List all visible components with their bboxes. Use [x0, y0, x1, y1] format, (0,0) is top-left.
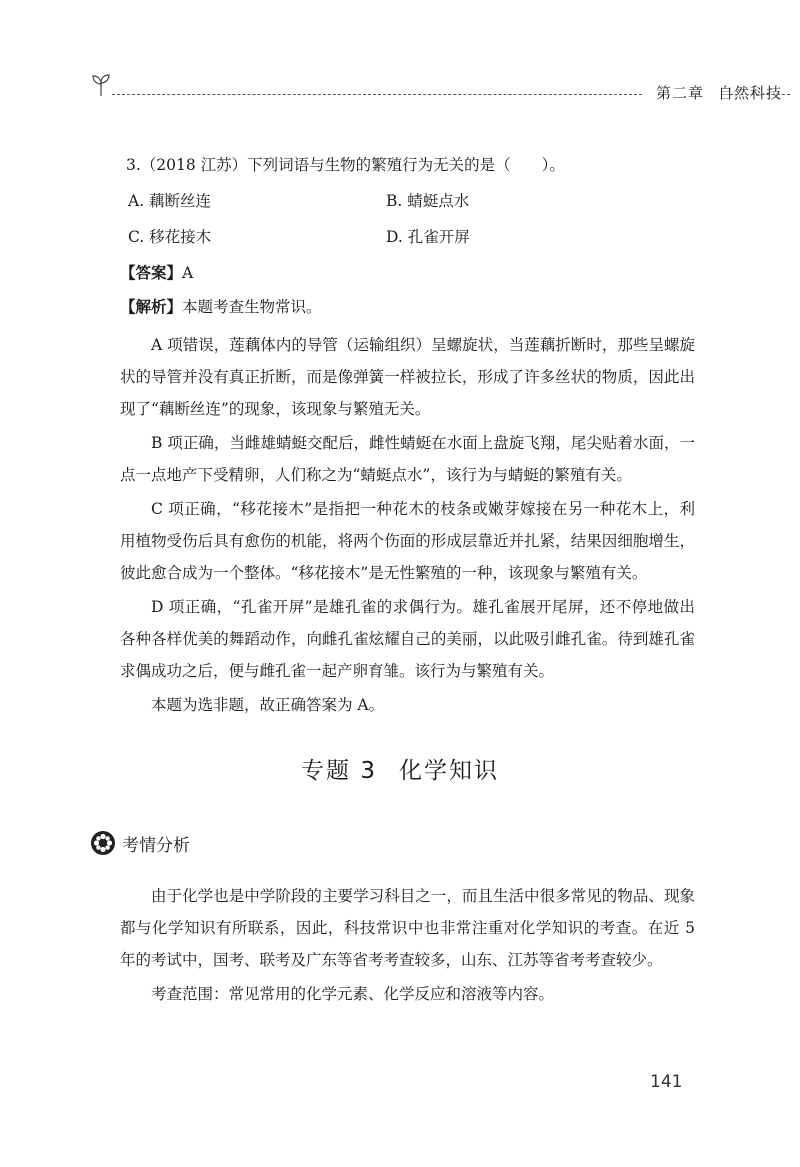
page-number: 141 — [650, 1072, 683, 1092]
analysis-paragraph-d: D 项正确，“孔雀开屏”是雄孔雀的求偶行为。雄孔雀展开尾屏，还不停地做出各种各样优美的舞蹈动作，向雌孔雀炫耀自己的美丽，以此吸引雌孔雀。待到雄孔雀求偶成功之后，便与雌孔雀一起产卵育雏。该行为与繁殖有关。 — [120, 598, 695, 680]
subsection-title: 考情分析 — [122, 835, 190, 856]
options-grid — [128, 189, 695, 247]
page-header — [90, 72, 790, 102]
analysis-conclusion: 本题为选非题，故正确答案为 A。 — [151, 696, 385, 714]
header-rule-right — [730, 94, 790, 95]
analysis-label: 【解析】 — [120, 297, 183, 316]
question-stem: 3.（2018 江苏）下列词语与生物的繁殖行为无关的是（ ）。 — [126, 156, 565, 174]
chapter-title: 自然科技 — [718, 84, 783, 102]
option-a: A. 藕断丝连 — [128, 192, 212, 210]
subsection-body — [120, 880, 695, 1012]
analysis-paragraph-c: C 项正确，“移花接木”是指把一种花木的枝条或嫩芽嫁接在另一种花木上，利用植物受伤后具有愈伤的机能，将两个伤面的形成层靠近并扎紧，结果因细胞增生，彼此愈合成为一个整体。“移花接木”是无性繁殖的一种，该现象与繁殖有关。 — [120, 500, 695, 582]
chapter-number: 第二章 — [656, 84, 705, 102]
sprout-icon — [90, 72, 112, 98]
answer-label: 【答案】 — [120, 263, 183, 282]
option-b: B. 蜻蜓点水 — [386, 192, 470, 210]
section-name: 化学知识 — [398, 758, 499, 784]
header-rule-left — [112, 94, 642, 95]
option-c: C. 移花接木 — [128, 228, 212, 246]
chapter-heading — [652, 82, 786, 103]
answer-value: A — [182, 264, 194, 282]
section-number: 专题 3 — [301, 758, 377, 784]
section-title — [0, 752, 800, 785]
flower-badge-icon — [90, 830, 116, 856]
question-block — [120, 153, 695, 723]
subsection-paragraph-1: 由于化学也是中学阶段的主要学习科目之一，而且生活中很多常见的物品、现象都与化学知识有所联系，因此，科技常识中也非常注重对化学知识的考查。在近 5 年的考试中，国考、联考及广东等省考考查较多，山东、江苏等省考考查较少。 — [120, 887, 695, 969]
analysis-paragraph-a: A 项错误，莲藕体内的导管（运输组织）呈螺旋状，当莲藕折断时，那些呈螺旋状的导管并没有真正折断，而是像弹簧一样被拉长，形成了许多丝状的物质，因此出现了“藕断丝连”的现象，该现象与繁殖无关。 — [120, 336, 695, 418]
option-d: D. 孔雀开屏 — [386, 228, 470, 246]
analysis-text: 本题考查生物常识。 — [182, 298, 322, 316]
subsection-heading — [90, 830, 190, 856]
analysis-paragraph-b: B 项正确，当雌雄蜻蜓交配后，雌性蜻蜓在水面上盘旋飞翔，尾尖贴着水面，一点一点地产下受精卵，人们称之为“蜻蜓点水”，该行为与蜻蜓的繁殖有关。 — [120, 434, 695, 484]
answer-line — [120, 261, 695, 283]
analysis-line — [120, 295, 695, 317]
subsection-paragraph-2: 考查范围：常见常用的化学元素、化学反应和溶液等内容。 — [151, 985, 555, 1003]
